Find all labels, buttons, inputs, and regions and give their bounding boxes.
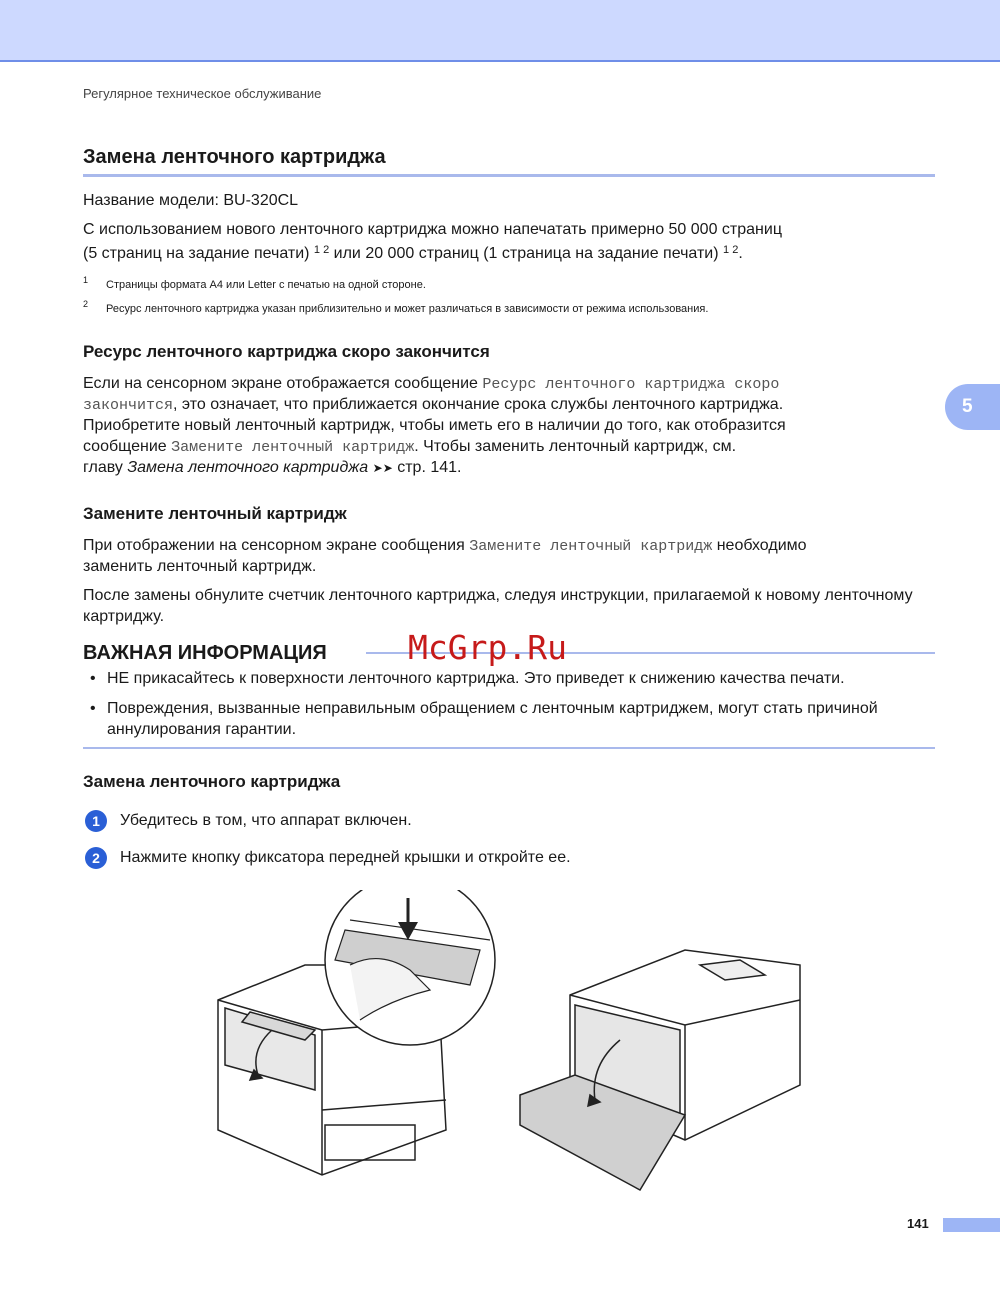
printer-illustration [210,890,810,1195]
running-header: Регулярное техническое обслуживание [83,86,322,101]
section1-text: Если на сенсорном экране отображается сообщение [83,375,478,392]
important-rule-bottom [83,747,935,749]
section2-line-2: заменить ленточный картридж. [83,558,317,575]
footnote-ref-1[interactable]: 1 2 [313,244,330,256]
top-header-band [0,0,1000,62]
intro-text-a: (5 страниц на задание печати) [83,245,310,262]
chapter-tab[interactable]: 5 [945,384,1000,430]
section1-text: главу [83,459,123,476]
footnote-number: 1 [83,275,89,285]
section1-text: . Чтобы заменить ленточный картридж, см. [414,438,737,455]
section2-paragraph-2: После замены обнулите счетчик ленточного картриджа, следуя инструкции, прилагаемой к новому ленточному картриджу. [83,587,913,625]
intro-line-2 [83,243,943,264]
page-number: 141 [907,1216,929,1231]
section2-line-1 [83,535,943,557]
intro-text-c: . [738,245,743,262]
section-heading-resource: Ресурс ленточного картриджа скоро закончится [83,342,490,361]
page-title: Замена ленточного картриджа [83,146,386,168]
section1-line-1 [83,373,943,395]
cross-reference-link[interactable]: Замена ленточного картриджа [127,459,369,476]
bullet-text: НЕ прикасайтесь к поверхности ленточного картриджа. Это приведет к снижению качества печати. [107,670,845,687]
screen-message: Замените ленточный картридж [469,538,713,555]
footnote-text: Страницы формата A4 или Letter с печатью на одной стороне. [106,279,426,291]
section-heading-replace: Замените ленточный картридж [83,504,347,523]
footnote-text: Ресурс ленточного картриджа указан приблизительно и может различаться в зависимости от режима использования. [106,303,709,315]
section1-text: , это означает, что приближается окончание срока службы ленточного картриджа. [173,396,784,413]
footnote-ref-2[interactable]: 1 2 [723,244,739,256]
screen-message: закончится [83,397,174,414]
printer-open-drawing [520,950,800,1190]
footer-accent-bar [943,1218,1000,1232]
step-text: Нажмите кнопку фиксатора передней крышки и откройте ее. [120,849,571,866]
section2-text: При отображении на сенсорном экране сообщения [83,537,465,554]
section1-line-4 [83,436,943,458]
screen-message: Замените ленточный картридж [171,439,415,456]
step-number-badge: 2 [85,847,107,869]
footnote-number: 2 [83,299,89,309]
section2-text: необходимо [716,537,807,554]
bullet-icon: • [90,700,96,717]
screen-message: Ресурс ленточного картриджа скоро [482,376,780,393]
watermark: McGrp.Ru [408,628,567,667]
bullet-text: Повреждения, вызванные неправильным обращением с ленточным картриджем, могут стать причиной аннулирования гарантии. [107,700,878,738]
section1-line-5 [83,457,943,479]
section1-line-2 [83,394,943,416]
model-name: Название модели: BU-320CL [83,192,299,209]
double-arrow-icon: ➤➤ [372,461,393,475]
important-heading: ВАЖНАЯ ИНФОРМАЦИЯ [83,642,327,664]
bullet-icon: • [90,670,96,687]
section-heading-procedure: Замена ленточного картриджа [83,772,341,791]
step-text: Убедитесь в том, что аппарат включен. [120,812,412,829]
step-number-badge: 1 [85,810,107,832]
section1-line-3: Приобретите новый ленточный картридж, чтобы иметь его в наличии до того, как отобразится [83,417,786,434]
title-rule [83,174,935,177]
intro-line-1: С использованием нового ленточного картриджа можно напечатать примерно 50 000 страниц [83,221,782,238]
section1-text: сообщение [83,438,167,455]
page-reference: стр. 141. [397,459,462,476]
intro-text-b: или 20 000 страниц (1 страница на задание печати) [333,245,719,262]
